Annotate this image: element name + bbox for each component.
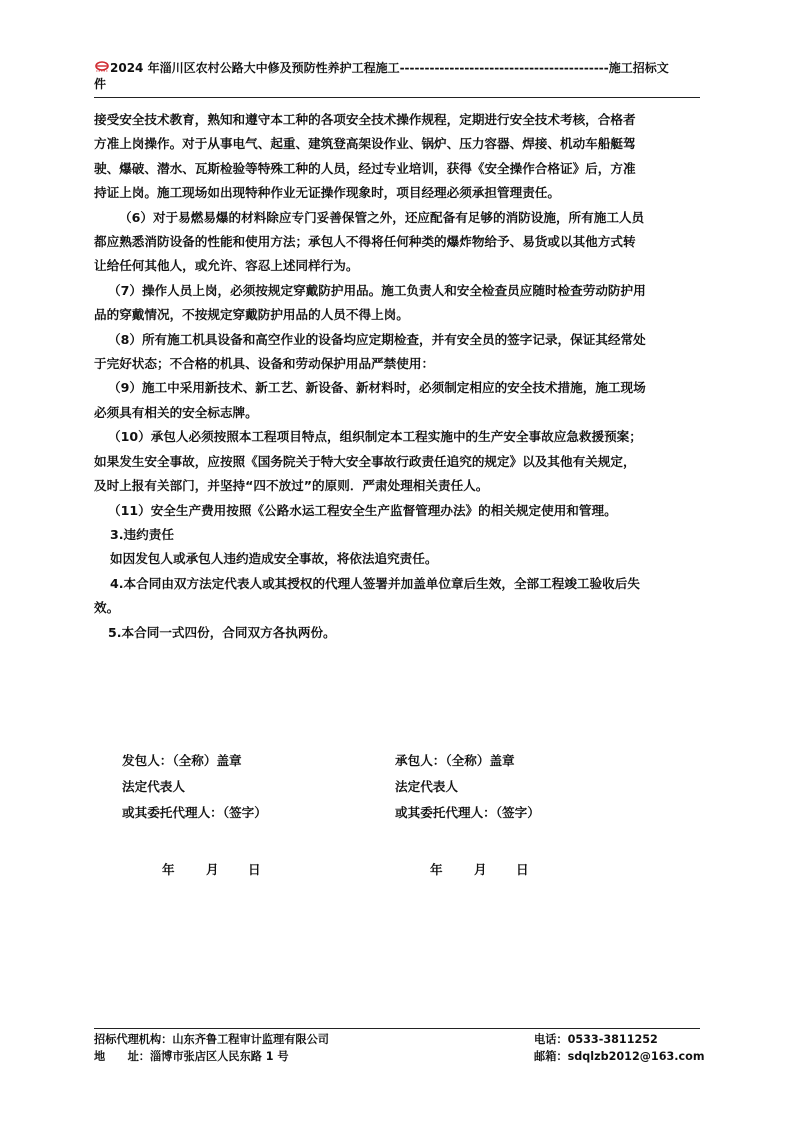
header-title-text: 2024 年淄川区农村公路大中修及预防性养护工程施工------------------------------------------施工招标文 (110, 61, 669, 75)
body-line: （10）承包人必须按照本工程项目特点，组织制定本工程实施中的生产安全事故应急救援预案； (108, 429, 642, 445)
agency-name: 招标代理机构：山东齐鲁工程审计监理有限公司 (94, 1033, 329, 1046)
agency-email: 邮箱：sdqlzb2012@163.com (534, 1050, 705, 1063)
header-title-line-2: 件 (94, 77, 107, 91)
body-line: 效。 (94, 600, 120, 616)
body-line: （7）操作人员上岗，必须按规定穿戴防护用品。施工负责人和安全检查员应随时检查劳动防护用 (108, 282, 646, 298)
page-header (94, 60, 700, 92)
body-line: 必须具有相关的安全标志牌。 (94, 404, 258, 420)
contractor-name-line: 承包人：（全称）盖章 (395, 753, 515, 768)
body-line: （9）施工中采用新技术、新工艺、新设备、新材料时，必须制定相应的安全技术措施，施工现场 (108, 380, 646, 396)
body-line: 于完好状态；不合格的机具、设备和劳动保护用品严禁使用： (94, 356, 435, 372)
date-day-label: 日 (516, 862, 529, 877)
body-line: 方准上岗操作。对于从事电气、起重、建筑登高架设作业、锅炉、压力容器、焊接、机动车船艇驾 (94, 136, 636, 152)
employer-legal-rep-line: 法定代表人 (122, 779, 185, 794)
section-heading: 3.违约责任 (110, 526, 174, 542)
body-line: （8）所有施工机具设备和高空作业的设备均应定期检查，并有安全员的签字记录，保证其经常处 (108, 331, 646, 347)
body-line: 及时上报有关部门，并坚持“四不放过”的原则．严肃处理相关责任人。 (94, 478, 489, 494)
body-line: 4.本合同由双方法定代表人或其授权的代理人签署并加盖单位章后生效，全部工程竣工验收后失 (110, 575, 640, 591)
contractor-date (430, 859, 529, 878)
body-line: （6）对于易燃易爆的材料除应专门妥善保管之外，还应配备有足够的消防设施，所有施工人员 (119, 209, 645, 225)
document-body (94, 108, 702, 645)
body-line: 如因发包人或承包人违约造成安全事故，将依法追究责任。 (110, 551, 438, 567)
contractor-signature-block (395, 748, 540, 826)
employer-signature-block (122, 748, 267, 826)
header-divider (94, 97, 700, 98)
date-month-label: 月 (206, 862, 219, 877)
body-line: 持证上岗。施工现场如出现特种作业无证操作现象时，项目经理必须承担管理责任。 (94, 185, 560, 201)
employer-agent-line: 或其委托代理人：（签字） (122, 805, 267, 820)
contractor-legal-rep-line: 法定代表人 (395, 779, 458, 794)
body-line: 接受安全技术教育，熟知和遵守本工种的各项安全技术操作规程，定期进行安全技术考核，合格者 (94, 112, 636, 127)
date-month-label: 月 (474, 862, 487, 877)
page-footer (94, 1031, 705, 1065)
footer-divider (94, 1028, 700, 1029)
body-line: 让给任何其他人，或允许、容忍上述同样行为。 (94, 258, 359, 274)
body-line: 都应熟悉消防设备的性能和使用方法；承包人不得将任何种类的爆炸物给予、易货或以其他方式转 (94, 234, 636, 250)
header-title-line-1 (94, 60, 700, 76)
date-year-label: 年 (430, 862, 443, 877)
date-year-label: 年 (162, 862, 175, 877)
employer-name-line: 发包人：（全称）盖章 (122, 753, 242, 768)
agency-phone: 电话：0533-3811252 (534, 1033, 658, 1046)
body-line: （11）安全生产费用按照《公路水运工程安全生产监督管理办法》的相关规定使用和管理。 (108, 502, 617, 518)
date-day-label: 日 (248, 862, 261, 877)
body-line: 品的穿戴情况，不按规定穿戴防护用品的人员不得上岗。 (94, 307, 409, 323)
address-label: 地 址： (94, 1050, 150, 1063)
agency-address: 淄博市张店区人民东路 1 号 (149, 1050, 289, 1063)
employer-date (162, 859, 261, 878)
body-line: 如果发生安全事故，应按照《国务院关于特大安全事故行政责任追究的规定》以及其他有关规定， (94, 453, 636, 469)
company-logo-icon (94, 61, 110, 73)
contractor-agent-line: 或其委托代理人：（签字） (395, 805, 540, 820)
body-line: 驶、爆破、潜水、瓦斯检验等特殊工种的人员，经过专业培训，获得《安全操作合格证》后，方准 (94, 160, 636, 176)
body-line: 5.本合同一式四份，合同双方各执两份。 (108, 624, 336, 640)
